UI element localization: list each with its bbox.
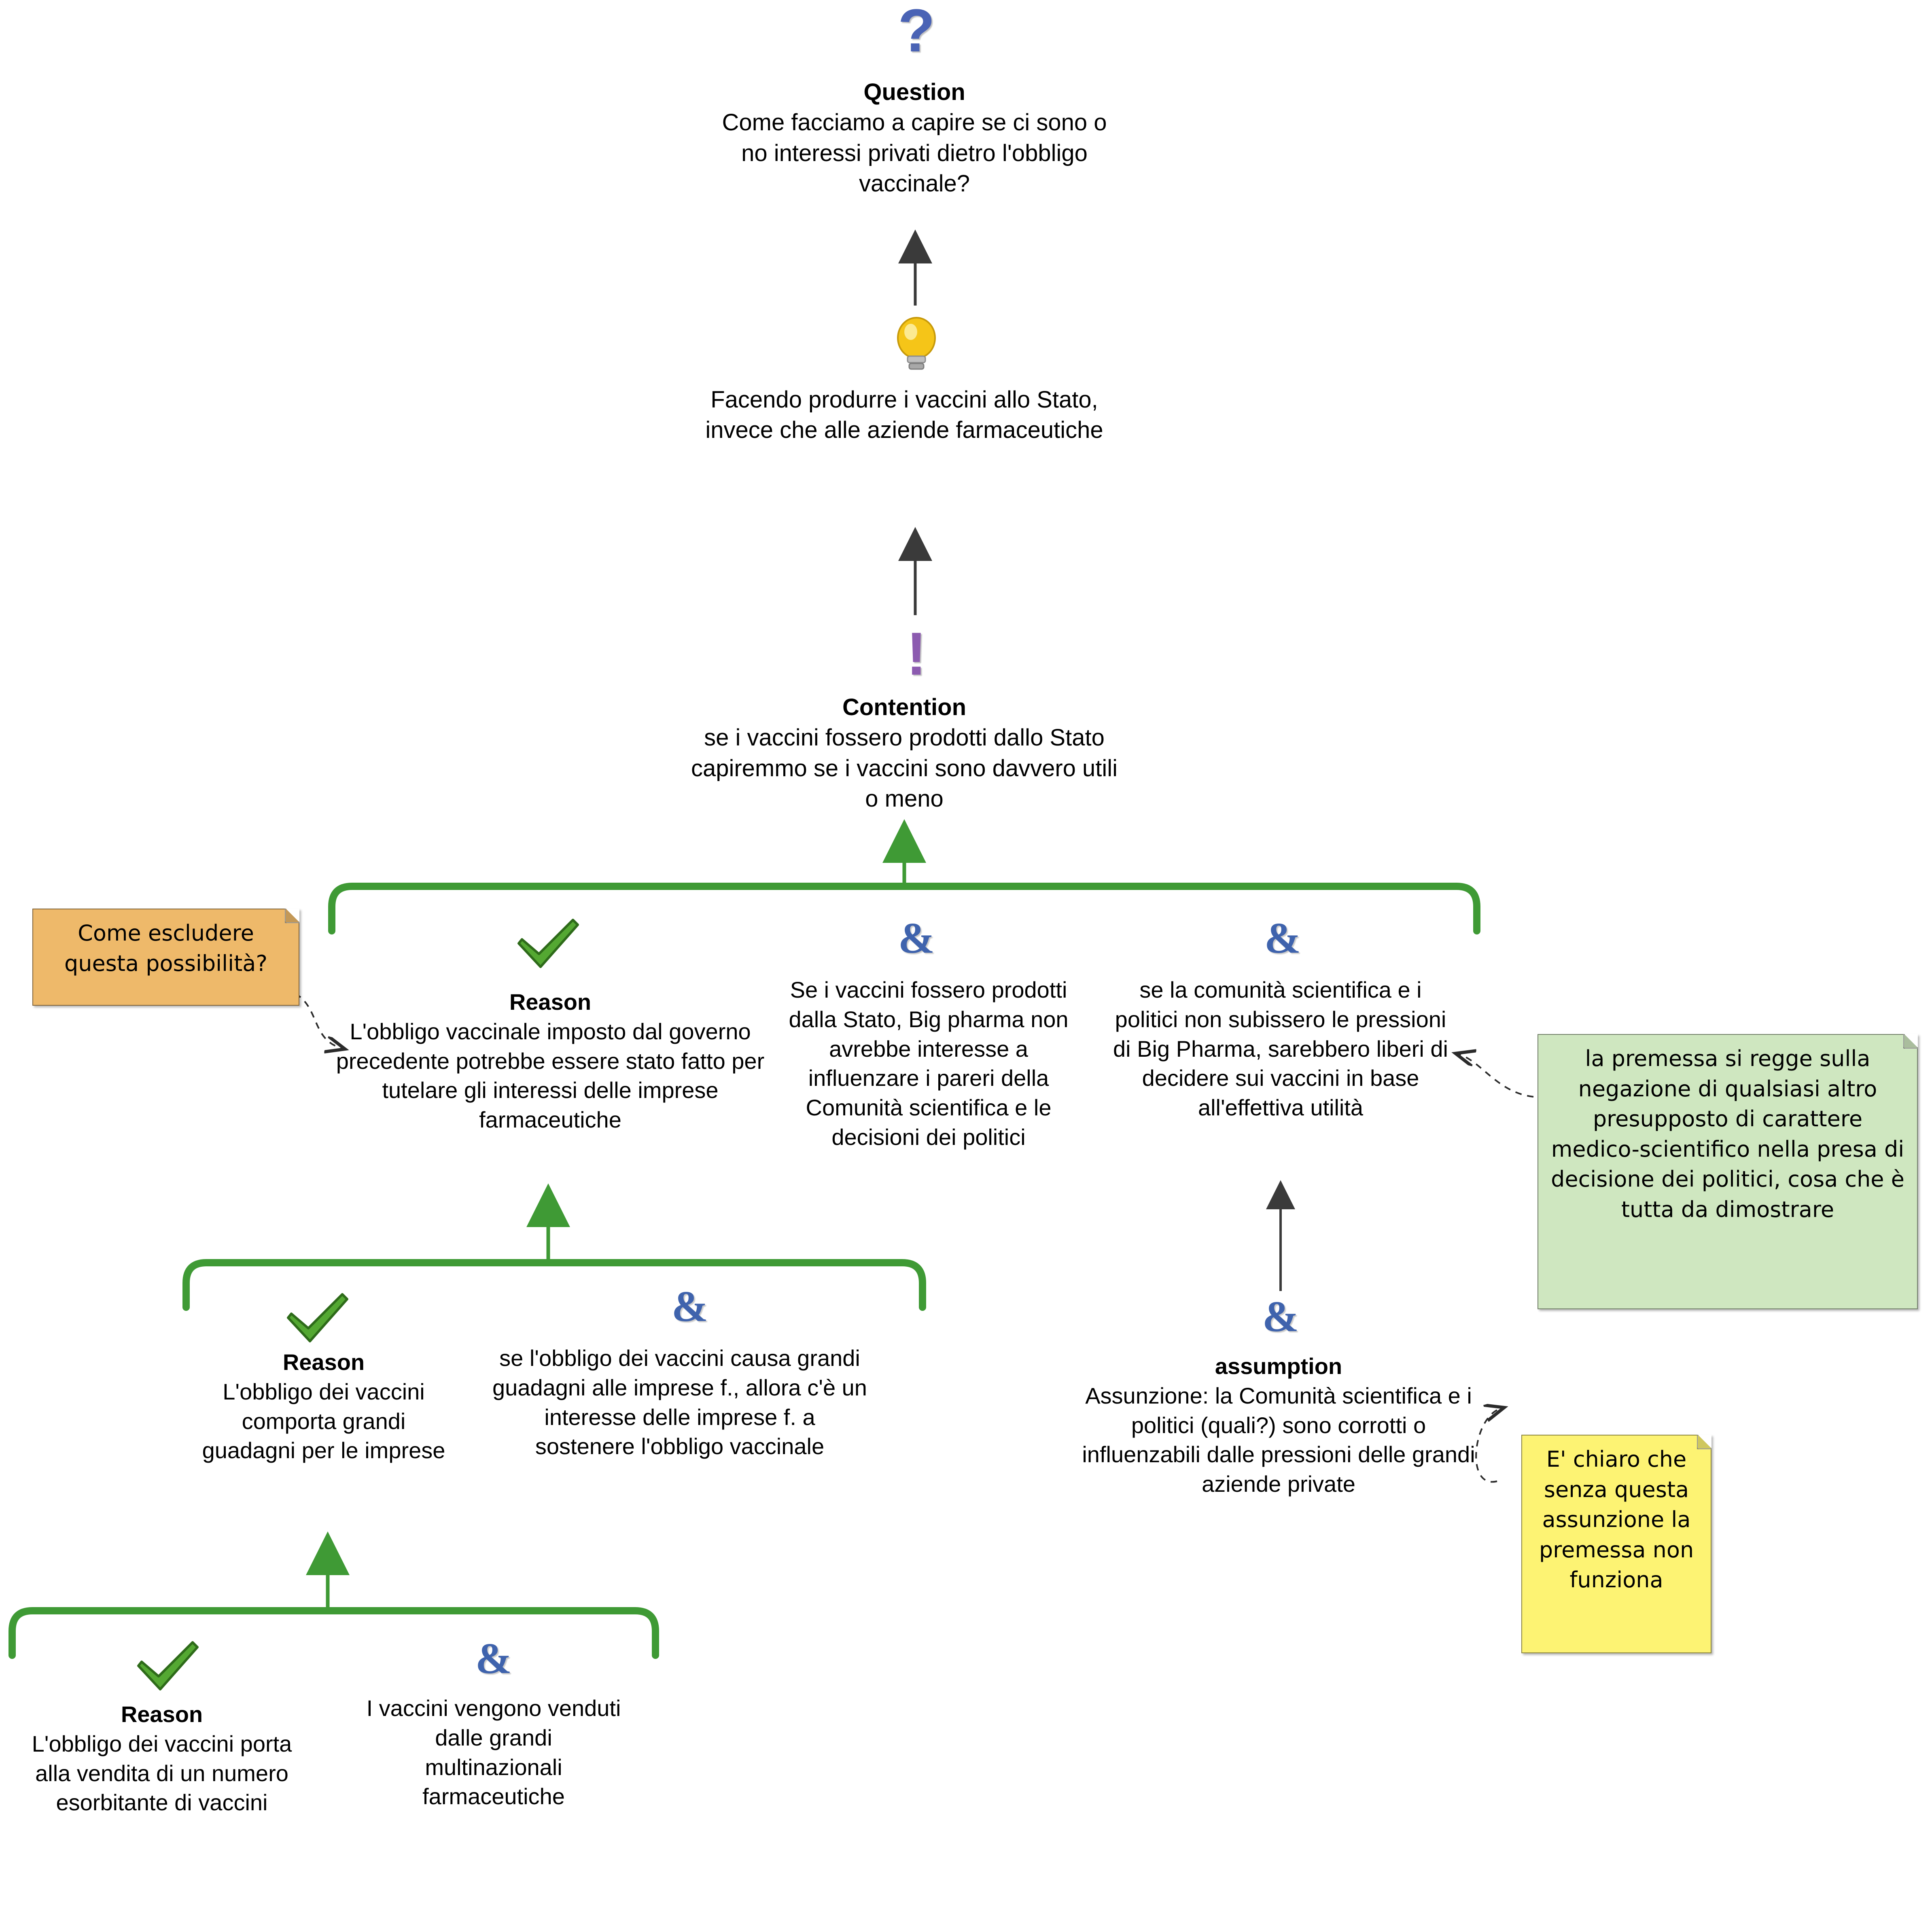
node-assumption[interactable] [1074,1352,1483,1499]
node-conjunction-2-text: se la comunità scientifica e i politici non subissero le pressioni di Big Pharma, sarebbero liberi di decidere sui vaccini in base all'effettiva utilità [1113,977,1448,1121]
question-mark-icon: ? [898,0,935,64]
node-conjunction-3[interactable] [492,1344,868,1461]
node-contention-title: Contention [842,694,967,720]
node-question-text: Come facciamo a capire se ci sono o no interessi privati dietro l'obbligo vaccinale? [722,109,1107,197]
node-conjunction-3-text: se l'obbligo dei vaccini causa grandi guadagni alle imprese f., allora c'è un interesse delle imprese f. a sostenere l'obbligo vaccinale [492,1345,867,1459]
link-orange-note [295,994,342,1048]
sticky-note-yellow-text: E' chiaro che senza questa assunzione la premessa non funziona [1539,1446,1694,1593]
green-check-icon [514,917,583,971]
node-question[interactable] [716,77,1113,199]
ampersand-icon: & [672,1283,708,1331]
node-reason-2-title: Reason [282,1349,365,1375]
node-reason-3-text: L'obbligo dei vaccini porta alla vendita di un numero esorbitante di vaccini [32,1731,292,1816]
node-conjunction-4[interactable] [364,1694,623,1811]
bracket-level-3 [12,1611,655,1655]
ampersand-icon: & [898,914,935,962]
lightbulb-icon [888,316,945,374]
sticky-note-green[interactable] [1538,1034,1918,1309]
link-green-note [1459,1054,1533,1097]
node-assumption-text: Assunzione: la Comunità scientifica e i politici (quali?) sono corrotti o influenzabili dalle pressioni delle grandi aziende private [1082,1382,1475,1497]
node-contention[interactable] [688,692,1121,814]
node-reason-1-title: Reason [509,989,592,1015]
node-reason-1[interactable] [336,987,765,1135]
node-idea[interactable] [700,384,1109,446]
node-reason-1-text: L'obbligo vaccinale imposto dal governo precedente potrebbe essere stato fatto per tutelare gli interessi delle imprese farmaceutiche [336,1018,765,1133]
node-contention-text: se i vaccini fossero prodotti dallo Stato capiremmo se i vaccini sono davvero utili o meno [691,724,1118,812]
node-idea-text: Facendo produrre i vaccini allo Stato, invece che alle aziende farmaceutiche [705,386,1103,444]
node-conjunction-1-text: Se i vaccini fossero prodotti dalla Stato, Big pharma non avrebbe interesse a influenzare i pareri della Comunità scientifica e le decisioni dei politici [789,977,1069,1150]
ampersand-icon: & [1262,1293,1299,1341]
ampersand-icon: & [1264,914,1301,962]
note-fold-corner [1697,1435,1711,1449]
sticky-note-yellow[interactable] [1521,1435,1711,1653]
node-conjunction-2[interactable] [1109,975,1453,1123]
node-conjunction-4-text: I vaccini vengono venduti dalle grandi multinazionali farmaceutiche [366,1695,621,1809]
node-reason-3-title: Reason [121,1701,203,1727]
node-conjunction-1[interactable] [779,975,1078,1152]
green-check-icon [283,1291,352,1346]
ampersand-icon: & [475,1635,512,1683]
node-question-title: Question [863,79,965,105]
sticky-note-green-text: la premessa si regge sulla negazione di qualsiasi altro presupposto di carattere medico-scientifico nella presa di decisione dei politici, cosa che è tutta da dimostrare [1551,1046,1904,1222]
sticky-note-orange-text: Come escludere questa possibilità? [64,920,268,976]
exclamation-mark-icon: ! [906,620,927,688]
node-reason-2-text: L'obbligo dei vaccini comporta grandi guadagni per le imprese [202,1378,445,1463]
node-reason-3[interactable] [12,1700,312,1818]
node-reason-2[interactable] [194,1348,453,1465]
green-check-icon [134,1639,202,1694]
node-assumption-title: assumption [1215,1353,1342,1379]
note-fold-corner [285,909,299,923]
note-fold-corner [1903,1034,1918,1049]
sticky-note-orange[interactable] [32,909,299,1006]
